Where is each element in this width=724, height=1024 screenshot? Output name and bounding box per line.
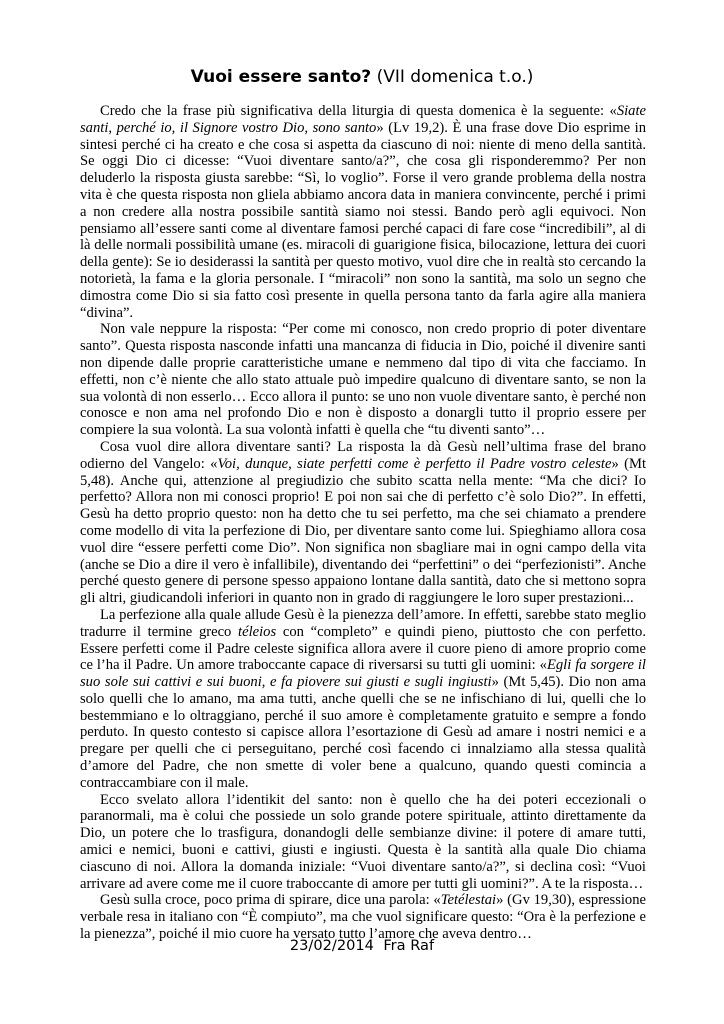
- text-run: Cosa vuol dire allora diventare santi? La risposta la dà Gesù nell’ultima frase del brano odierno del Vangelo: «: [80, 438, 646, 472]
- text-run: Credo che la frase più significativa della liturgia di questa domenica è la seguente: «: [100, 103, 617, 119]
- paragraph-4: [80, 607, 646, 792]
- paragraph-5: [80, 792, 646, 893]
- page-title: [0, 66, 724, 88]
- footer-author: Fra Raf: [383, 937, 435, 954]
- italic-quote: Egli fa sorgere il suo sole sui cattivi e sui buoni, e fa piovere sui giusti e sugli ingiusti: [80, 657, 646, 691]
- text-run: La perfezione alla quale allude Gesù è la pienezza dell’amore. In effetti, sarebbe stato meglio tradurre il termine greco: [80, 606, 646, 640]
- italic-quote: Siate santi, perché io, il Signore vostro Dio, sono santo: [80, 103, 646, 136]
- title-main: Vuoi essere santo?: [190, 67, 372, 87]
- title-subtitle: (VII domenica t.o.): [376, 67, 534, 87]
- article-body: [80, 103, 646, 943]
- footer-date: 23/02/2014: [289, 937, 374, 954]
- text-run: » (Lv 19,2). È una frase dove Dio esprime in sintesi perché ci ha creato e che cosa si aspetta da ciascuno di noi: niente di meno della santità. Se oggi Dio ci dicesse: “Vuoi diventare santo/a?”, che cosa gli risponderemmo? Per non deluderlo la risposta giusta sarebbe: “Sì, lo voglio”. Forse il vero grande problema della nostra vita è che questa risposta non gliela abbiamo ancora data in maniera convincente, perché i primi a non credere alla nostra possibile santità siamo noi stessi. Bando però agli equivoci. Non pensiamo all’essere santi come al diventare famosi perché capaci di fare cose “incredibili”, al di là delle normali possibilità umane (es. miracoli di guarigione fisica, bilocazione, lettura dei cuori della gente): Se io desiderassi la santità per questo motivo, vuol dire che in realtà sto cercando la notorietà, la fama e la gloria personale. I “miracoli” non sono la santità, ma solo un segno che dimostra come Dio si sia fatto così presente in quella persona tanto da farla agire alla maniera “divina”.: [80, 119, 646, 321]
- text-run: Ecco svelato allora l’identikit del santo: non è quello che ha dei poteri eccezionali o paranormali, ma è colui che possiede un solo grande potere spirituale, attinto direttamente da Dio, un potere che lo trasfigura, donandogli delle sembianze divine: il potere di amare tutti, amici e nemici, buoni e cattivi, giusti e ingiusti. Questa è la santità alla quale Dio chiama ciascuno di noi. Allora la domanda iniziale: “Vuoi diventare santo/a?”, si declina così: “Vuoi arrivare ad avere come me il cuore traboccante di amore per tutti gli uomini?”. A te la risposta…: [80, 791, 646, 892]
- paragraph-1: [80, 103, 646, 321]
- text-run: » (Mt 5,48). Anche qui, attenzione al pregiudizio che subito scatta nella mente: “Ma che dici? Io perfetto? Allora non mi conosci proprio! E poi non sai che di perfetto c’è solo Dio?”. In effetti, Gesù ha detto proprio questo: non ha detto che tu sei perfetto, ma che sei chiamato a prendere come modello di vita la perfezione di Dio, per diventare santo come lui. Spieghiamo allora cosa vuol dire “essere perfetti come Dio”. Non significa non sbagliare mai in ogni campo della vita (anche se Dio a dire il vero è infallibile), diventando dei “perfettini” o dei “perfezionisti”. Anche perché questo genere di persone spesso appaiono lontane dalla santità, dato che si mettono sopra gli altri, giudicandoli inferiori in quanto non in grado di raggiungere le loro super prestazioni...: [80, 455, 647, 607]
- paragraph-2: [80, 321, 646, 439]
- italic-term: téleios: [238, 623, 277, 640]
- text-run: Non vale neppure la risposta: “Per come mi conosco, non credo proprio di poter diventare santo”. Questa risposta nasconde infatti una mancanza di fiducia in Dio, poiché il divenire santi non dipende dalle proprie caratteristiche umane e nemmeno dal tipo di vita che facciamo. In effetti, non c’è niente che allo stato attuale può impedire qualcuno di diventare santo, se non la sua volontà di non esserlo… Ecco allora il punto: se uno non vuole diventare santo, è perché non conosce e non ama nel profondo Dio e non è disposto a donargli tutto il proprio essere per compiere la sua volontà. La sua volontà infatti è quella che “tu diventi santo”…: [80, 321, 646, 439]
- text-run: » (Gv 19,30), espressione verbale resa in italiano con “È compiuto”, ma che vuol significare questo: “Ora è la perfezione e la pienezza”, poiché il mio cuore ha versato tutto l’amore che aveva dentro…: [80, 892, 646, 943]
- italic-term: Tetélestai: [440, 892, 497, 909]
- footer-signature: [0, 937, 724, 955]
- text-run: » (Mt 5,45). Dio non ama solo quelli che lo amano, ma ama tutti, anche quelli che se ne infischiano di lui, quelli che lo bestemmiano e lo oltraggiano, perché il suo amore è completamente gratuito e sempre a fondo perduto. In questo contesto si capisce allora l’esortazione di Gesù ad amare i nostri nemici e a pregare per quelli che ci perseguitano, perché così facendo ci innalziamo alla stessa qualità d’amore del Padre, che non smette di voler bene a qualcuno, quando questi comincia a contraccambiare con il male.: [80, 674, 646, 791]
- paragraph-6: [80, 892, 646, 942]
- text-run: con “completo” e quindi pieno, piuttosto che con perfetto. Essere perfetti come il Padre celeste significa allora avere il cuore pieno di amore proprio come ce l’ha il Padre. Un amore traboccante capace di riversarsi su tutti gli uomini: «: [80, 623, 646, 674]
- text-run: Gesù sulla croce, poco prima di spirare, dice una parola: «: [100, 892, 441, 909]
- italic-quote: Voi, dunque, siate perfetti come è perfetto il Padre vostro celeste: [217, 455, 612, 472]
- paragraph-3: [80, 439, 646, 607]
